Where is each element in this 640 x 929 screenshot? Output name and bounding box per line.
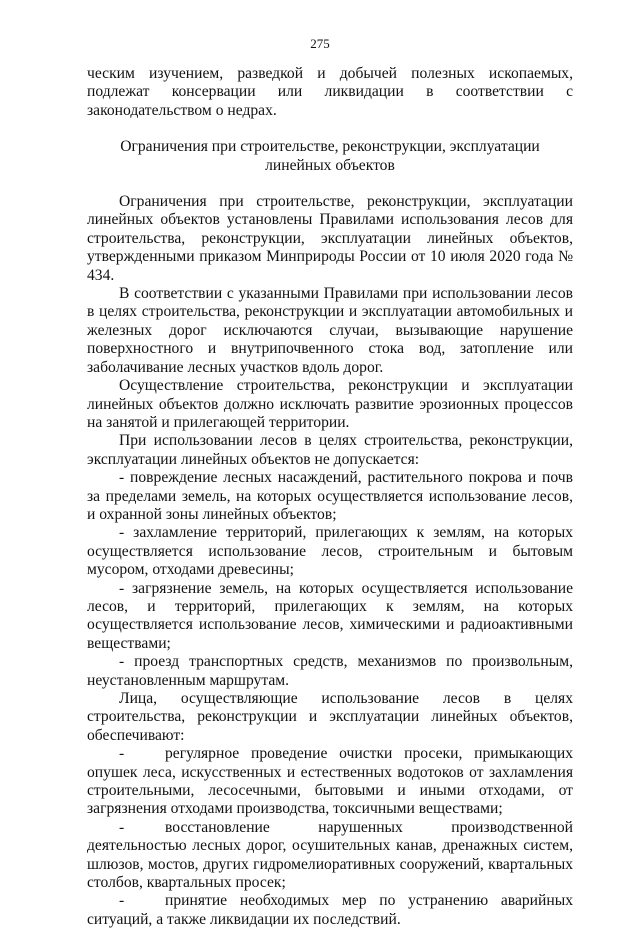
intro-paragraph: ческим изучением, разведкой и добычей полезных ископаемых, подлежат консервации или ликвидации в соответствии с законодательством о недрах. <box>87 65 573 119</box>
document-body <box>87 65 573 929</box>
list-item-text: принятие необходимых мер по устранению аварийных ситуаций, а также ликвидации их последствий. <box>87 892 573 928</box>
list-item: - повреждение лесных насаждений, растительного покрова и почв за пределами земель, на которых осуществляется использование лесов, и охранной зоны линейных объектов; <box>87 469 573 523</box>
list-item: - проезд транспортных средств, механизмов по произвольным, неустановленным маршрутам. <box>87 653 573 689</box>
paragraph: При использовании лесов в целях строительства, реконструкции, эксплуатации линейных объектов не допускается: <box>87 432 573 468</box>
list-item <box>87 745 573 819</box>
paragraph: Лица, осуществляющие использование лесов в целях строительства, реконструкции и эксплуатации линейных объектов, обеспечивают: <box>87 690 573 744</box>
list-item-text: регулярное проведение очистки просеки, примыкающих опушек леса, искусственных и естественных водотоков от захламления строительными, лесосечными, бытовыми и иными отходами, от загрязнения отходами производства, токсичными веществами; <box>87 745 573 818</box>
list-item: - загрязнение земель, на которых осуществляется использование лесов, и территорий, прилегающих к землям, на которых осуществляется использование лесов, химическими и радиоактивными веществами; <box>87 579 573 652</box>
list-item <box>87 892 573 929</box>
paragraph: Осуществление строительства, реконструкции и эксплуатации линейных объектов должно исключать развитие эрозионных процессов на занятой и прилегающей территории. <box>87 377 573 431</box>
list-item <box>87 819 573 893</box>
list-dash: - <box>119 818 125 836</box>
list-dash: - <box>119 892 125 910</box>
paragraph: Ограничения при строительстве, реконструкции, эксплуатации линейных объектов установлены Правилами использования лесов для строительства, реконструкции, эксплуатации линейных объектов, утвержденными приказом Минприроды России от 10 июля 2020 года № 434. <box>87 193 573 284</box>
section-title: Ограничения при строительстве, реконструкции, эксплуатации линейных объектов <box>120 138 540 174</box>
list-dash: - <box>119 745 125 763</box>
list-item: - захламление территорий, прилегающих к землям, на которых осуществляется использование лесов, строительным и бытовым мусором, отходами древесины; <box>87 524 573 579</box>
paragraph: В соответствии с указанными Правилами при использовании лесов в целях строительства, реконструкции и эксплуатации автомобильных и железных дорог исключаются случаи, вызывающие нарушение поверхностного и внутрипочвенного стока вод, затопление или заболачивание лесных участков вдоль дорог. <box>87 285 573 376</box>
page-number: 275 <box>310 36 330 51</box>
list-item-text: восстановление нарушенных производственной деятельностью лесных дорог, осушительных канав, дренажных систем, шлюзов, мостов, других гидромелиоративных сооружений, квартальных столбов, квартальных просек; <box>87 818 573 892</box>
